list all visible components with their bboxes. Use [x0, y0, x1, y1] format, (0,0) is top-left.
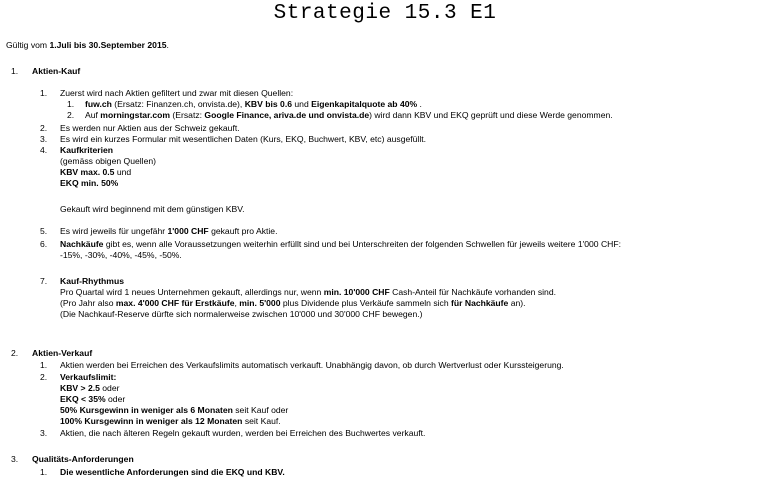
s2-item-2-heading: Verkaufslimit:	[60, 372, 117, 382]
section-3-number: 3.	[11, 454, 19, 464]
s1-item-6-text: Nachkäufe gibt es, wenn alle Voraussetzungen weiterhin erfüllt sind und bei Unterschreiten der folgenden Schwellen für jeweils weitere 1'000 CHF:	[60, 239, 622, 249]
s2-item-2-line4: 100% Kursgewinn in weniger als 12 Monaten seit Kauf.	[60, 416, 281, 426]
s1-item-1a-text: fuw.ch (Ersatz: Finanzen.ch, onvista.de), KBV bis 0.6 und Eigenkapitalquote ab 40% .	[85, 99, 422, 109]
s3-item-1-text: Die wesentliche Anforderungen sind die EKQ und KBV.	[60, 467, 285, 477]
s1-item-2-number: 2.	[40, 123, 48, 133]
s1-item-1-number: 1.	[40, 88, 48, 98]
s1-item-1b-number: 2.	[67, 110, 75, 120]
s1-item-3-text: Es wird ein kurzes Formular mit wesentlichen Daten (Kurs, EKQ, Buchwert, KBV, etc) ausgefüllt.	[60, 134, 427, 144]
s2-item-2-number: 2.	[40, 372, 48, 382]
s2-item-2-line3: 50% Kursgewinn in weniger als 6 Monaten seit Kauf oder	[60, 405, 289, 415]
s1-item-4-note: Gekauft wird beginnend mit dem günstigen KBV.	[60, 204, 245, 214]
document-title: Strategie 15.3 E1	[273, 2, 497, 25]
s1-item-4-line1: (gemäss obigen Quellen)	[60, 156, 157, 166]
validity-line: Gültig vom 1.Juli bis 30.September 2015.	[6, 40, 169, 50]
s1-item-3-number: 3.	[40, 134, 48, 144]
section-3-heading: Qualitäts-Anforderungen	[32, 454, 134, 464]
s2-item-1-number: 1.	[40, 360, 48, 370]
s1-item-7-number: 7.	[40, 276, 48, 286]
s1-item-1b-text: Auf morningstar.com (Ersatz: Google Finance, ariva.de und onvista.de) wird dann KBV und EKQ geprüft und diese Werde genommen.	[85, 110, 613, 120]
s2-item-2-kbv: KBV > 2.5 oder	[60, 383, 120, 393]
s1-item-7-line2: (Pro Jahr also max. 4'000 CHF für Erstkäufe, min. 5'000 plus Dividende plus Verkäufe sammeln sich für Nachkäufe an).	[60, 298, 526, 308]
s2-item-3-text: Aktien, die nach älteren Regeln gekauft wurden, werden bei Erreichen des Buchwertes verkauft.	[60, 428, 426, 438]
s1-item-5-number: 5.	[40, 226, 48, 236]
s1-item-7-line1: Pro Quartal wird 1 neues Unternehmen gekauft, allerdings nur, wenn min. 10'000 CHF Cash-Anteil für Nachkäufe vorhanden sind.	[60, 287, 556, 297]
s1-item-1-text: Zuerst wird nach Aktien gefiltert und zwar mit diesen Quellen:	[60, 88, 294, 98]
s1-item-6-thresholds: -15%, -30%, -40%, -45%, -50%.	[60, 250, 182, 260]
s1-item-4-number: 4.	[40, 145, 48, 155]
s2-item-1-text: Aktien werden bei Erreichen des Verkaufslimits automatisch verkauft. Unabhängig davon, ob durch Wertverlust oder Kurssteigerung.	[60, 360, 564, 370]
section-2-heading: Aktien-Verkauf	[32, 348, 93, 358]
s1-item-7-heading: Kauf-Rhythmus	[60, 276, 124, 286]
s1-item-2-text: Es werden nur Aktien aus der Schweiz gekauft.	[60, 123, 240, 133]
s2-item-3-number: 3.	[40, 428, 48, 438]
section-2-number: 2.	[11, 348, 19, 358]
s1-item-5-text: Es wird jeweils für ungefähr 1'000 CHF gekauft pro Aktie.	[60, 226, 278, 236]
s2-item-2-ekq: EKQ < 35% oder	[60, 394, 126, 404]
s1-item-4-ekq: EKQ min. 50%	[60, 178, 119, 188]
s1-item-4-kbv: KBV max. 0.5 und	[60, 167, 132, 177]
s1-item-1a-number: 1.	[67, 99, 75, 109]
s1-item-7-line3: (Die Nachkauf-Reserve dürfte sich normalerweise zwischen 10'000 und 30'000 CHF bewegen.)	[60, 309, 423, 319]
s1-item-4-heading: Kaufkriterien	[60, 145, 114, 155]
s3-item-1-number: 1.	[40, 467, 48, 477]
section-1-heading: Aktien-Kauf	[32, 66, 81, 76]
s1-item-6-number: 6.	[40, 239, 48, 249]
section-1-number: 1.	[11, 66, 19, 76]
